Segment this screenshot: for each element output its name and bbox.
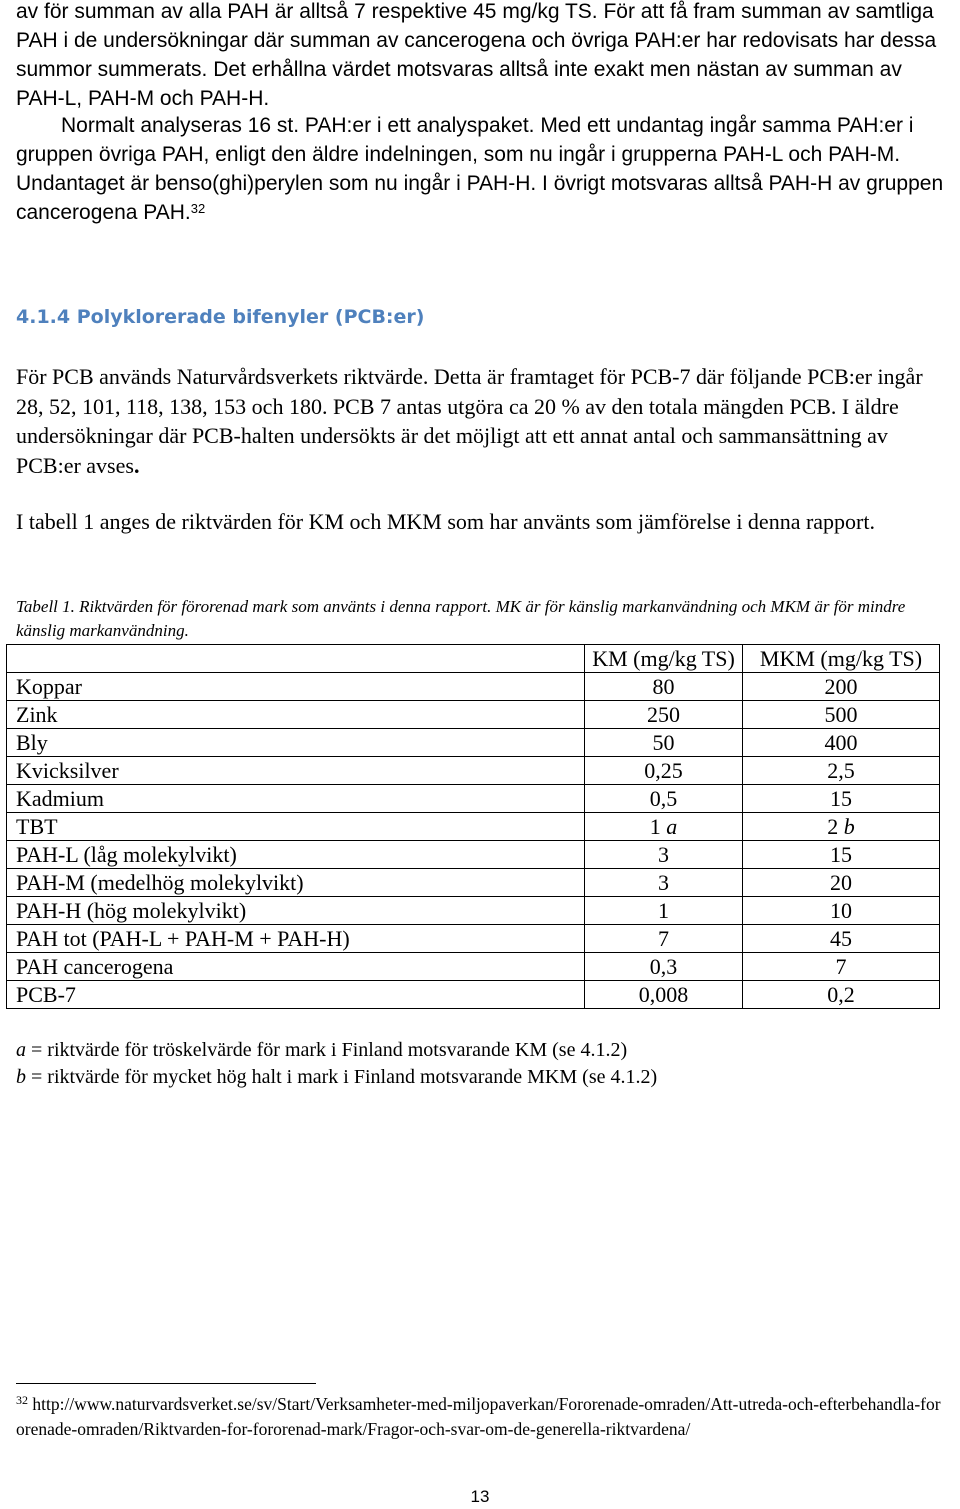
km-value-cell: 3: [585, 869, 743, 897]
mkm-value: 2: [827, 814, 839, 839]
page-number: 13: [470, 1487, 490, 1506]
table-row: [7, 729, 940, 757]
substance-cell: PAH tot (PAH-L + PAH-M + PAH-H): [7, 925, 585, 953]
note-marker-a: a: [666, 814, 678, 839]
mkm-value-cell: 20: [743, 869, 940, 897]
guideline-values-table: [6, 644, 940, 1009]
substance-cell: PAH-H (hög molekylvikt): [7, 897, 585, 925]
table-row: [7, 785, 940, 813]
km-value-cell: 0,25: [585, 757, 743, 785]
footnote-text: http://www.naturvardsverket.se/sv/Start/Verksamheter-med-miljopaverkan/Fororenade-omraden/Att-utreda-och-efterbehandla-fororenade-omraden/Riktvarden-for-fororenad-mark/Fragor-och-svar-om-de-generella-riktvardena/: [16, 1394, 941, 1439]
note-text: = riktvärde för mycket hög halt i mark i Finland motsvarande MKM (se 4.1.2): [26, 1066, 658, 1088]
km-value-cell: 0,008: [585, 981, 743, 1009]
km-value-cell: 80: [585, 673, 743, 701]
substance-cell: PAH cancerogena: [7, 953, 585, 981]
table-row: [7, 841, 940, 869]
mkm-value-cell: 10: [743, 897, 940, 925]
km-value-cell: 3: [585, 841, 743, 869]
note-marker-b: b: [843, 814, 855, 839]
footnote-number: 32: [16, 1393, 28, 1407]
paragraph-pcb-end: .: [133, 452, 140, 478]
paragraph-pah-sum: av för summan av alla PAH är alltså 7 respektive 45 mg/kg TS. För att få fram summan av samtliga PAH i de undersökningar där summan av cancerogena och övriga PAH:er har redovisats har dessa summor summerats. Det erhållna värdet motsvaras alltså inte exakt men nästan av summan av PAH-L, PAH-M och PAH-H.: [16, 0, 937, 110]
substance-cell: TBT: [7, 813, 585, 841]
footnote-reference: 32: [190, 201, 206, 216]
mkm-value-cell: 45: [743, 925, 940, 953]
paragraph-pcb-text: För PCB används Naturvårdsverkets riktvärde. Detta är framtaget för PCB-7 där följande PCB:er ingår 28, 52, 101, 118, 138, 153 och 180. PCB 7 antas utgöra ca 20 % av den totala mängden PCB. I äldre undersökningar där PCB-halten undersökts är det möjligt att ett annat antal och sammansättning av PCB:er avses: [16, 364, 923, 478]
km-value-cell: 250: [585, 701, 743, 729]
km-value-cell: 0,5: [585, 785, 743, 813]
paragraph-body: Med ett undantag ingår samma PAH:er i gruppen övriga PAH, enligt den äldre indelningen, som nu ingår i grupperna PAH-L och PAH-M. Undantaget är benso(ghi)perylen som nu ingår i PAH-H. I övrigt motsvaras alltså PAH-H av gruppen cancerogena PAH.: [16, 114, 944, 224]
substance-cell: Kadmium: [7, 785, 585, 813]
note-key: a: [16, 1039, 26, 1061]
substance-cell: PAH-M (medelhög molekylvikt): [7, 869, 585, 897]
paragraph-table-intro: I tabell 1 anges de riktvärden för KM och MKM som har använts som jämförelse i denna rapport.: [16, 509, 875, 534]
km-value-cell: 7: [585, 925, 743, 953]
substance-cell: Kvicksilver: [7, 757, 585, 785]
table-header-cell: KM (mg/kg TS): [585, 645, 743, 673]
paragraph-pcb: [16, 362, 951, 480]
paragraph-lead: Normalt analyseras 16 st. PAH:er i ett analyspaket.: [61, 114, 535, 137]
km-value-cell: 0,3: [585, 953, 743, 981]
table-row: [7, 953, 940, 981]
table-row: [7, 869, 940, 897]
mkm-value-cell: 200: [743, 673, 940, 701]
paragraph-pah-groups: [16, 111, 951, 227]
table-note-b: [16, 1064, 657, 1090]
table-header-cell: MKM (mg/kg TS): [743, 645, 940, 673]
table-row: [7, 673, 940, 701]
mkm-value-cell: 15: [743, 841, 940, 869]
table-header-row: [7, 645, 940, 673]
table-caption: Tabell 1. Riktvärden för förorenad mark som använts i denna rapport. MK är för känslig markanvändning och MKM är för mindre känslig markanvändning.: [16, 597, 906, 640]
note-text: = riktvärde för tröskelvärde för mark i Finland motsvarande KM (se 4.1.2): [26, 1039, 628, 1061]
mkm-value-cell: 2,5: [743, 757, 940, 785]
substance-cell: PCB-7: [7, 981, 585, 1009]
km-value-cell: 50: [585, 729, 743, 757]
mkm-value-cell: [743, 813, 940, 841]
note-key: b: [16, 1066, 26, 1088]
table-row: [7, 897, 940, 925]
table-row: [7, 701, 940, 729]
table-row: [7, 925, 940, 953]
footnote: [16, 1392, 946, 1442]
footnote-separator: [16, 1383, 316, 1384]
mkm-value-cell: 500: [743, 701, 940, 729]
table-note-a: [16, 1037, 627, 1063]
km-value: 1: [649, 814, 661, 839]
substance-cell: Zink: [7, 701, 585, 729]
table-row: [7, 981, 940, 1009]
table-header-cell: [7, 645, 585, 673]
km-value-cell: 1: [585, 897, 743, 925]
substance-cell: PAH-L (låg molekylvikt): [7, 841, 585, 869]
table-row: [7, 813, 940, 841]
substance-cell: Bly: [7, 729, 585, 757]
mkm-value-cell: 7: [743, 953, 940, 981]
km-value-cell: [585, 813, 743, 841]
table-row: [7, 757, 940, 785]
mkm-value-cell: 0,2: [743, 981, 940, 1009]
substance-cell: Koppar: [7, 673, 585, 701]
mkm-value-cell: 400: [743, 729, 940, 757]
mkm-value-cell: 15: [743, 785, 940, 813]
section-heading: 4.1.4 Polyklorerade bifenyler (PCB:er): [16, 306, 425, 328]
